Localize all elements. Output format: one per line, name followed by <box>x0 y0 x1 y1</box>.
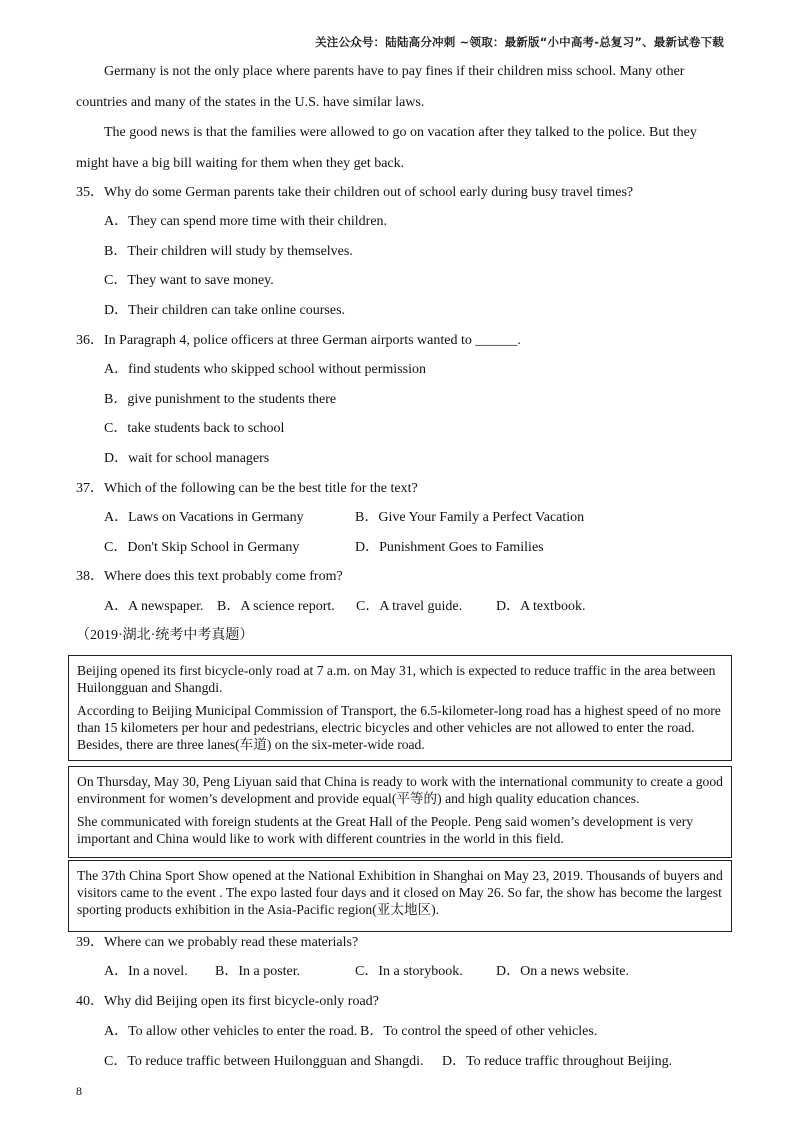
question-35-option-c: C．They want to save money. <box>104 273 274 288</box>
question-35-option-d: D．Their children can take online courses. <box>104 303 346 318</box>
question-37-option-d: D．Punishment Goes to Families <box>355 540 544 555</box>
source-note: （2019·湖北·统考中考真题） <box>76 628 254 643</box>
question-37-option-b: B．Give Your Family a Perfect Vacation <box>355 510 585 525</box>
question-36-stem: 36．In Paragraph 4, police officers at three German airports wanted to ______. <box>76 333 521 348</box>
question-36-option-b: B．give punishment to the students there <box>104 392 337 407</box>
question-39-option-c: C．In a storybook. <box>355 964 463 979</box>
question-35-option-b: B．Their children will study by themselves. <box>104 244 353 259</box>
question-37-option-c: C．Don't Skip School in Germany <box>104 540 300 555</box>
question-38-option-a: A．A newspaper. <box>104 599 204 614</box>
material-box-1 <box>68 655 732 761</box>
question-39-options <box>104 964 704 980</box>
box1-paragraph-1: Beijing opened its first bicycle-only road at 7 a.m. on May 31, which is expected to reduce traffic in the area between Huilongguan and Shangdi. <box>77 663 716 695</box>
question-35-option-a: A．They can spend more time with their children. <box>104 214 388 229</box>
material-box-2 <box>68 766 732 858</box>
question-36-option-c: C．take students back to school <box>104 421 285 436</box>
passage-p1-line2: countries and many of the states in the U.S. have similar laws. <box>76 95 425 110</box>
question-38-option-b: B．A science report. <box>217 599 335 614</box>
box2-paragraph-2: She communicated with foreign students at the Great Hall of the People. Peng said women’s development is very important and China would like to work with different countries in the world in this field. <box>77 814 694 846</box>
question-38-option-d: D．A textbook. <box>496 599 586 614</box>
question-40-option-d: D．To reduce traffic throughout Beijing. <box>442 1054 673 1069</box>
question-40-options-row2 <box>104 1054 704 1070</box>
material-box-3 <box>68 860 732 932</box>
question-38-options <box>104 599 704 615</box>
question-38-stem: 38．Where does this text probably come from? <box>76 569 343 584</box>
question-38-option-c: C．A travel guide. <box>356 599 463 614</box>
page-header: 关注公众号：陆陆高分冲刺 ~领取：最新版“小中高考-总复习”、最新试卷下载 <box>315 35 724 49</box>
question-40-option-c: C．To reduce traffic between Huilongguan and Shangdi. <box>104 1054 424 1069</box>
page-number: 8 <box>76 1084 82 1098</box>
question-37-option-a: A．Laws on Vacations in Germany <box>104 510 304 525</box>
question-39-stem: 39．Where can we probably read these materials? <box>76 935 359 950</box>
question-36-option-a: A．find students who skipped school without permission <box>104 362 426 377</box>
box3-paragraph-1: The 37th China Sport Show opened at the National Exhibition in Shanghai on May 23, 2019. Thousands of buyers and visitors came to the event . The expo lasted four days and it closed on May 26. So far, the show has become the largest sporting products exhibition in the Asia-Pacific region(亚太地区). <box>77 868 723 917</box>
question-40-option-a: A．To allow other vehicles to enter the road. <box>104 1024 358 1039</box>
passage-p2-line2: might have a big bill waiting for them when they get back. <box>76 156 405 171</box>
question-37-stem: 37．Which of the following can be the best title for the text? <box>76 481 418 496</box>
box1-paragraph-2: According to Beijing Municipal Commission of Transport, the 6.5-kilometer-long road has a highest speed of no more than 15 kilometers per hour and pedestrians, electric bicycles and other vehicles are not allowed to enter the road. Besides, there are three lanes(车道) on the six-meter-wide road. <box>77 703 721 752</box>
question-40-option-b: B．To control the speed of other vehicles. <box>360 1024 598 1039</box>
question-35-stem: 35．Why do some German parents take their children out of school early during busy travel times? <box>76 185 634 200</box>
question-39-option-a: A．In a novel. <box>104 964 188 979</box>
question-40-options-row1 <box>104 1024 704 1040</box>
passage-p2-line1: The good news is that the families were allowed to go on vacation after they talked to the police. But they <box>104 125 697 140</box>
box2-paragraph-1: On Thursday, May 30, Peng Liyuan said that China is ready to work with the international community to create a good environment for women’s development and provide equal(平等的) and high quality education chances. <box>77 774 723 806</box>
passage-p1-line1: Germany is not the only place where parents have to pay fines if their children miss school. Many other <box>104 64 685 79</box>
question-36-option-d: D．wait for school managers <box>104 451 270 466</box>
question-39-option-d: D．On a news website. <box>496 964 629 979</box>
question-39-option-b: B．In a poster. <box>215 964 301 979</box>
question-40-stem: 40．Why did Beijing open its first bicycle-only road? <box>76 994 379 1009</box>
